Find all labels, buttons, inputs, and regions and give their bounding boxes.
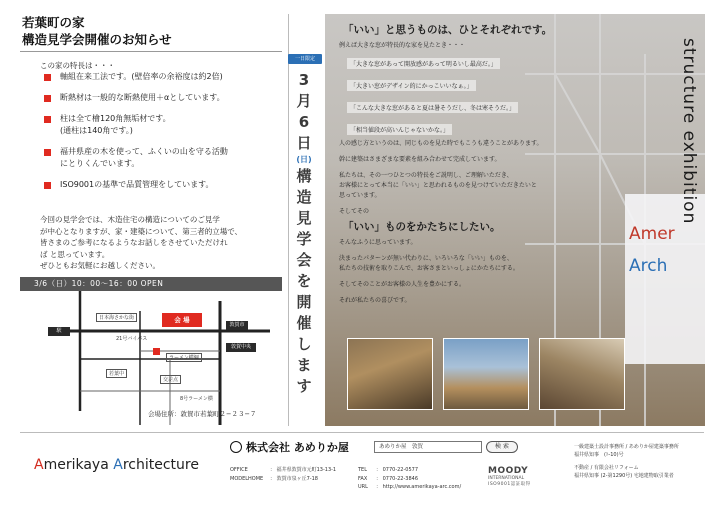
construction-photo-frame <box>539 338 625 410</box>
company-mark-icon <box>230 441 242 453</box>
invitation-text: 今回の見学会では、木造住宅の構造についてのご見学 が中心となりますが、家・建築について、第三者的立場で、 皆さまのご参考になるようなお話しをさせていただけれ ば と思っています。 ぜひともお気軽にお越しください。 <box>40 215 243 270</box>
licence-info: 一級建築士設計事務所 / あめりか屋建築事務所 福井県知事 (ﾄ-10)号 不動産 / 有限会社リフォーム 福井県知事 (2-第1290号) 宅地建物取引業者 <box>574 444 679 479</box>
title-line2: 構造見学会開催のお知らせ <box>22 32 172 47</box>
contact-numbers: ： 0770-22-0577 ： 0770-22-3846 ： http://www.amerikaya-arc.com/ <box>376 467 462 490</box>
moody-logo: MOODY INTERNATIONAL ISO9001認証取得 <box>488 466 531 487</box>
contact-labels-2: TEL FAX URL <box>358 467 368 490</box>
search-button[interactable]: 検 索 <box>486 441 518 453</box>
red-square-bullet-icon <box>44 182 51 189</box>
company-name: 株式会社 あめりか屋 <box>230 439 349 455</box>
structure-exhibition-label: structure exhibition <box>679 38 699 225</box>
column-divider <box>288 14 289 426</box>
opinion-quote: 「相当値段が高いんじゃないかな。」 <box>347 124 452 135</box>
feature-item: 軸組在来工法です。(壁倍率の余裕度は約2倍) <box>44 71 280 83</box>
website-link[interactable]: ： http://www.amerikaya-arc.com/ <box>376 484 462 490</box>
one-day-badge: 一日限定 <box>288 54 322 64</box>
road-sign-label: 敦賀市 <box>226 321 248 330</box>
features-intro: この家の特長は・・・ <box>40 61 115 70</box>
message-text: 「いい」と思うものは、ひとそれぞれです。 例えば大きな窓が特長的な家を見たとき・・・ 「大きな窓があって開放感があって明るいし最高だ。」 「大きい窓がデザイン的にかっこいいなぁ。」 「こんな大きな窓があると夏は暑そうだし、冬は寒そうだ。」 「相当値段が高いんじゃないかな。」 人の感じ方というのは、同じものを見た時でもこうも違うことがあります。 幹に建築はさまざまな要素を組み合わせて完成しています。 私たちは、その一つひとつの特長をご説明し、ご理解いただき、 お客様にとって本当に「いい」と思われるものを見つけていただきたいと 思っています。 そしてその 「いい」ものをかたちにしたい。 そんなふうに思っています。 決まったパターンが無い代わりに、いろいろな「いい」ものを、 私たちの技術を取りこんで、お客さまといっしょにかたちにする。 そしてそのことがお客様の人生を豊かにする。 それが私たちの喜びです。 <box>339 22 639 306</box>
bypass-label: 21号バイパス <box>116 336 148 342</box>
construction-photo-exterior <box>443 338 529 410</box>
venue-pin-icon <box>153 348 160 355</box>
station-label: 駅 <box>48 327 70 336</box>
map-roads <box>20 291 282 425</box>
feature-item: 柱は全て檜120角無垢材です。 (通柱は140角です。) <box>44 113 280 137</box>
red-square-bullet-icon <box>44 116 51 123</box>
access-map <box>20 291 282 425</box>
red-square-bullet-icon <box>44 95 51 102</box>
search-input[interactable]: あめりか屋 敦賀 <box>374 441 482 453</box>
red-square-bullet-icon <box>44 74 51 81</box>
event-date-vertical: 3 月 6 日 (日) 構 造 見 学 会 を 開 催 し ま す <box>296 71 312 395</box>
red-square-bullet-icon <box>44 149 51 156</box>
contact-addresses: ： 福井県敦賀市元町13-13-1 ： 敦賀市泉ヶ丘7-18 <box>270 467 337 482</box>
school-label: 若葉中 <box>106 369 127 378</box>
feature-item: 断熱材は一般的な断熱使用＋αとしています。 <box>44 92 280 104</box>
feature-list <box>44 71 280 200</box>
ramen-label: ラーメン横綱 <box>166 353 202 362</box>
shop-label: 日本海さかな街 <box>96 313 137 322</box>
contact-labels: OFFICE MODELHOME <box>230 467 264 482</box>
title-line1: 若葉町の家 <box>22 15 85 30</box>
opinion-quote: 「大きい窓がデザイン的にかっこいいなぁ。」 <box>347 80 476 91</box>
brand-logo: Amerikaya Architecture <box>34 457 199 473</box>
page-title <box>22 14 172 48</box>
opinion-quote: 「こんな大きな窓があると夏は暑そうだし、冬は寒そうだ。」 <box>347 102 518 113</box>
city-label: 敦賀中央 <box>226 343 256 352</box>
junction-label: 交差点 <box>160 375 181 384</box>
construction-photo-interior <box>347 338 433 410</box>
message-subheading: 「いい」ものをかたちにしたい。 <box>343 221 501 233</box>
feature-item: ISO9001の基準で品質管理をしています。 <box>44 179 280 191</box>
feature-item: 福井県産の木を使って、ふくいの山を守る活動 にとりくんでいます。 <box>44 146 280 170</box>
schedule-bar: 3/6（日）10：00〜16：00 OPEN <box>20 277 282 291</box>
venue-marker: 会 場 <box>162 313 202 327</box>
message-panel <box>325 14 705 426</box>
venue-address: 会場住所：敦賀市若葉町２−２３−７ <box>148 410 257 418</box>
footer-divider <box>20 432 704 433</box>
opinion-quote: 「大きな窓があって開放感があって明るいし最高だ。」 <box>347 58 500 69</box>
title-divider <box>20 51 282 52</box>
route8-label: 8号ラーメン横 <box>180 396 213 402</box>
message-heading: 「いい」と思うものは、ひとそれぞれです。 <box>343 24 553 36</box>
brand-banner: Amer Arch <box>625 194 705 364</box>
